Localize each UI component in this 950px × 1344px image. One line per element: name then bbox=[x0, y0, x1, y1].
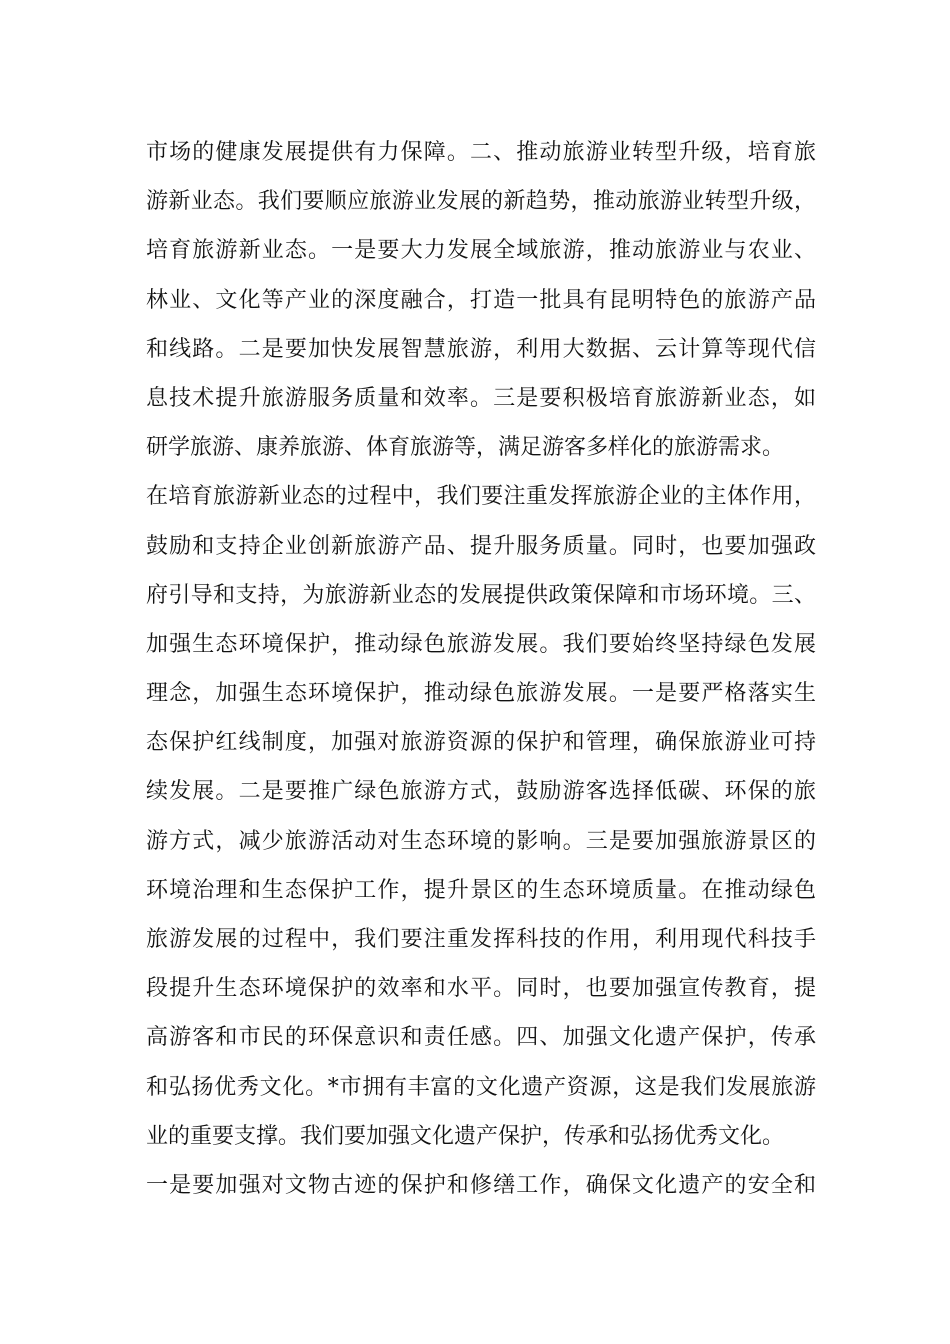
text-line: 在培育旅游新业态的过程中，我们要注重发挥旅游企业的主体作用， bbox=[146, 484, 816, 510]
text-line: 府引导和支持，为旅游新业态的发展提供政策保障和市场环境。三、 bbox=[146, 582, 816, 608]
text-line: 旅游发展的过程中，我们要注重发挥科技的作用，利用现代科技手 bbox=[146, 927, 816, 952]
text-line: 环境治理和生态保护工作，提升景区的生态环境质量。在推动绿色 bbox=[146, 877, 816, 903]
text-line: 林业、文化等产业的深度融合，打造一批具有昆明特色的旅游产品 bbox=[146, 287, 816, 313]
text-line: 和线路。二是要加快发展智慧旅游，利用大数据、云计算等现代信 bbox=[146, 336, 816, 362]
text-line: 游方式，减少旅游活动对生态环境的影响。三是要加强旅游景区的 bbox=[146, 828, 816, 854]
text-line: 和弘扬优秀文化。*市拥有丰富的文化遗产资源，这是我们发展旅游 bbox=[146, 1074, 816, 1100]
text-line: 态保护红线制度，加强对旅游资源的保护和管理，确保旅游业可持 bbox=[146, 730, 816, 756]
text-line: 息技术提升旅游服务质量和效率。三是要积极培育旅游新业态，如 bbox=[146, 385, 816, 411]
text-line: 培育旅游新业态。一是要大力发展全域旅游，推动旅游业与农业、 bbox=[146, 238, 816, 264]
text-line: 业的重要支撑。我们要加强文化遗产保护，传承和弘扬优秀文化。 bbox=[146, 1123, 785, 1149]
text-line: 段提升生态环境保护的效率和水平。同时，也要加强宣传教育，提 bbox=[146, 976, 816, 1002]
text-line: 研学旅游、康养旅游、体育旅游等，满足游客多样化的旅游需求。 bbox=[146, 435, 785, 461]
text-line: 续发展。二是要推广绿色旅游方式，鼓励游客选择低碳、环保的旅 bbox=[146, 779, 816, 805]
text-line: 一是要加强对文物古迹的保护和修缮工作，确保文化遗产的安全和 bbox=[146, 1172, 816, 1198]
text-line: 加强生态环境保护，推动绿色旅游发展。我们要始终坚持绿色发展 bbox=[146, 631, 816, 657]
text-line: 游新业态。我们要顺应旅游业发展的新趋势，推动旅游业转型升级， bbox=[146, 189, 816, 215]
text-line: 市场的健康发展提供有力保障。二、推动旅游业转型升级，培育旅 bbox=[146, 140, 816, 165]
text-line: 理念，加强生态环境保护，推动绿色旅游发展。一是要严格落实生 bbox=[146, 681, 816, 707]
body-text bbox=[146, 128, 816, 1210]
text-line: 高游客和市民的环保意识和责任感。四、加强文化遗产保护，传承 bbox=[146, 1025, 816, 1051]
text-line: 鼓励和支持企业创新旅游产品、提升服务质量。同时，也要加强政 bbox=[146, 533, 816, 559]
